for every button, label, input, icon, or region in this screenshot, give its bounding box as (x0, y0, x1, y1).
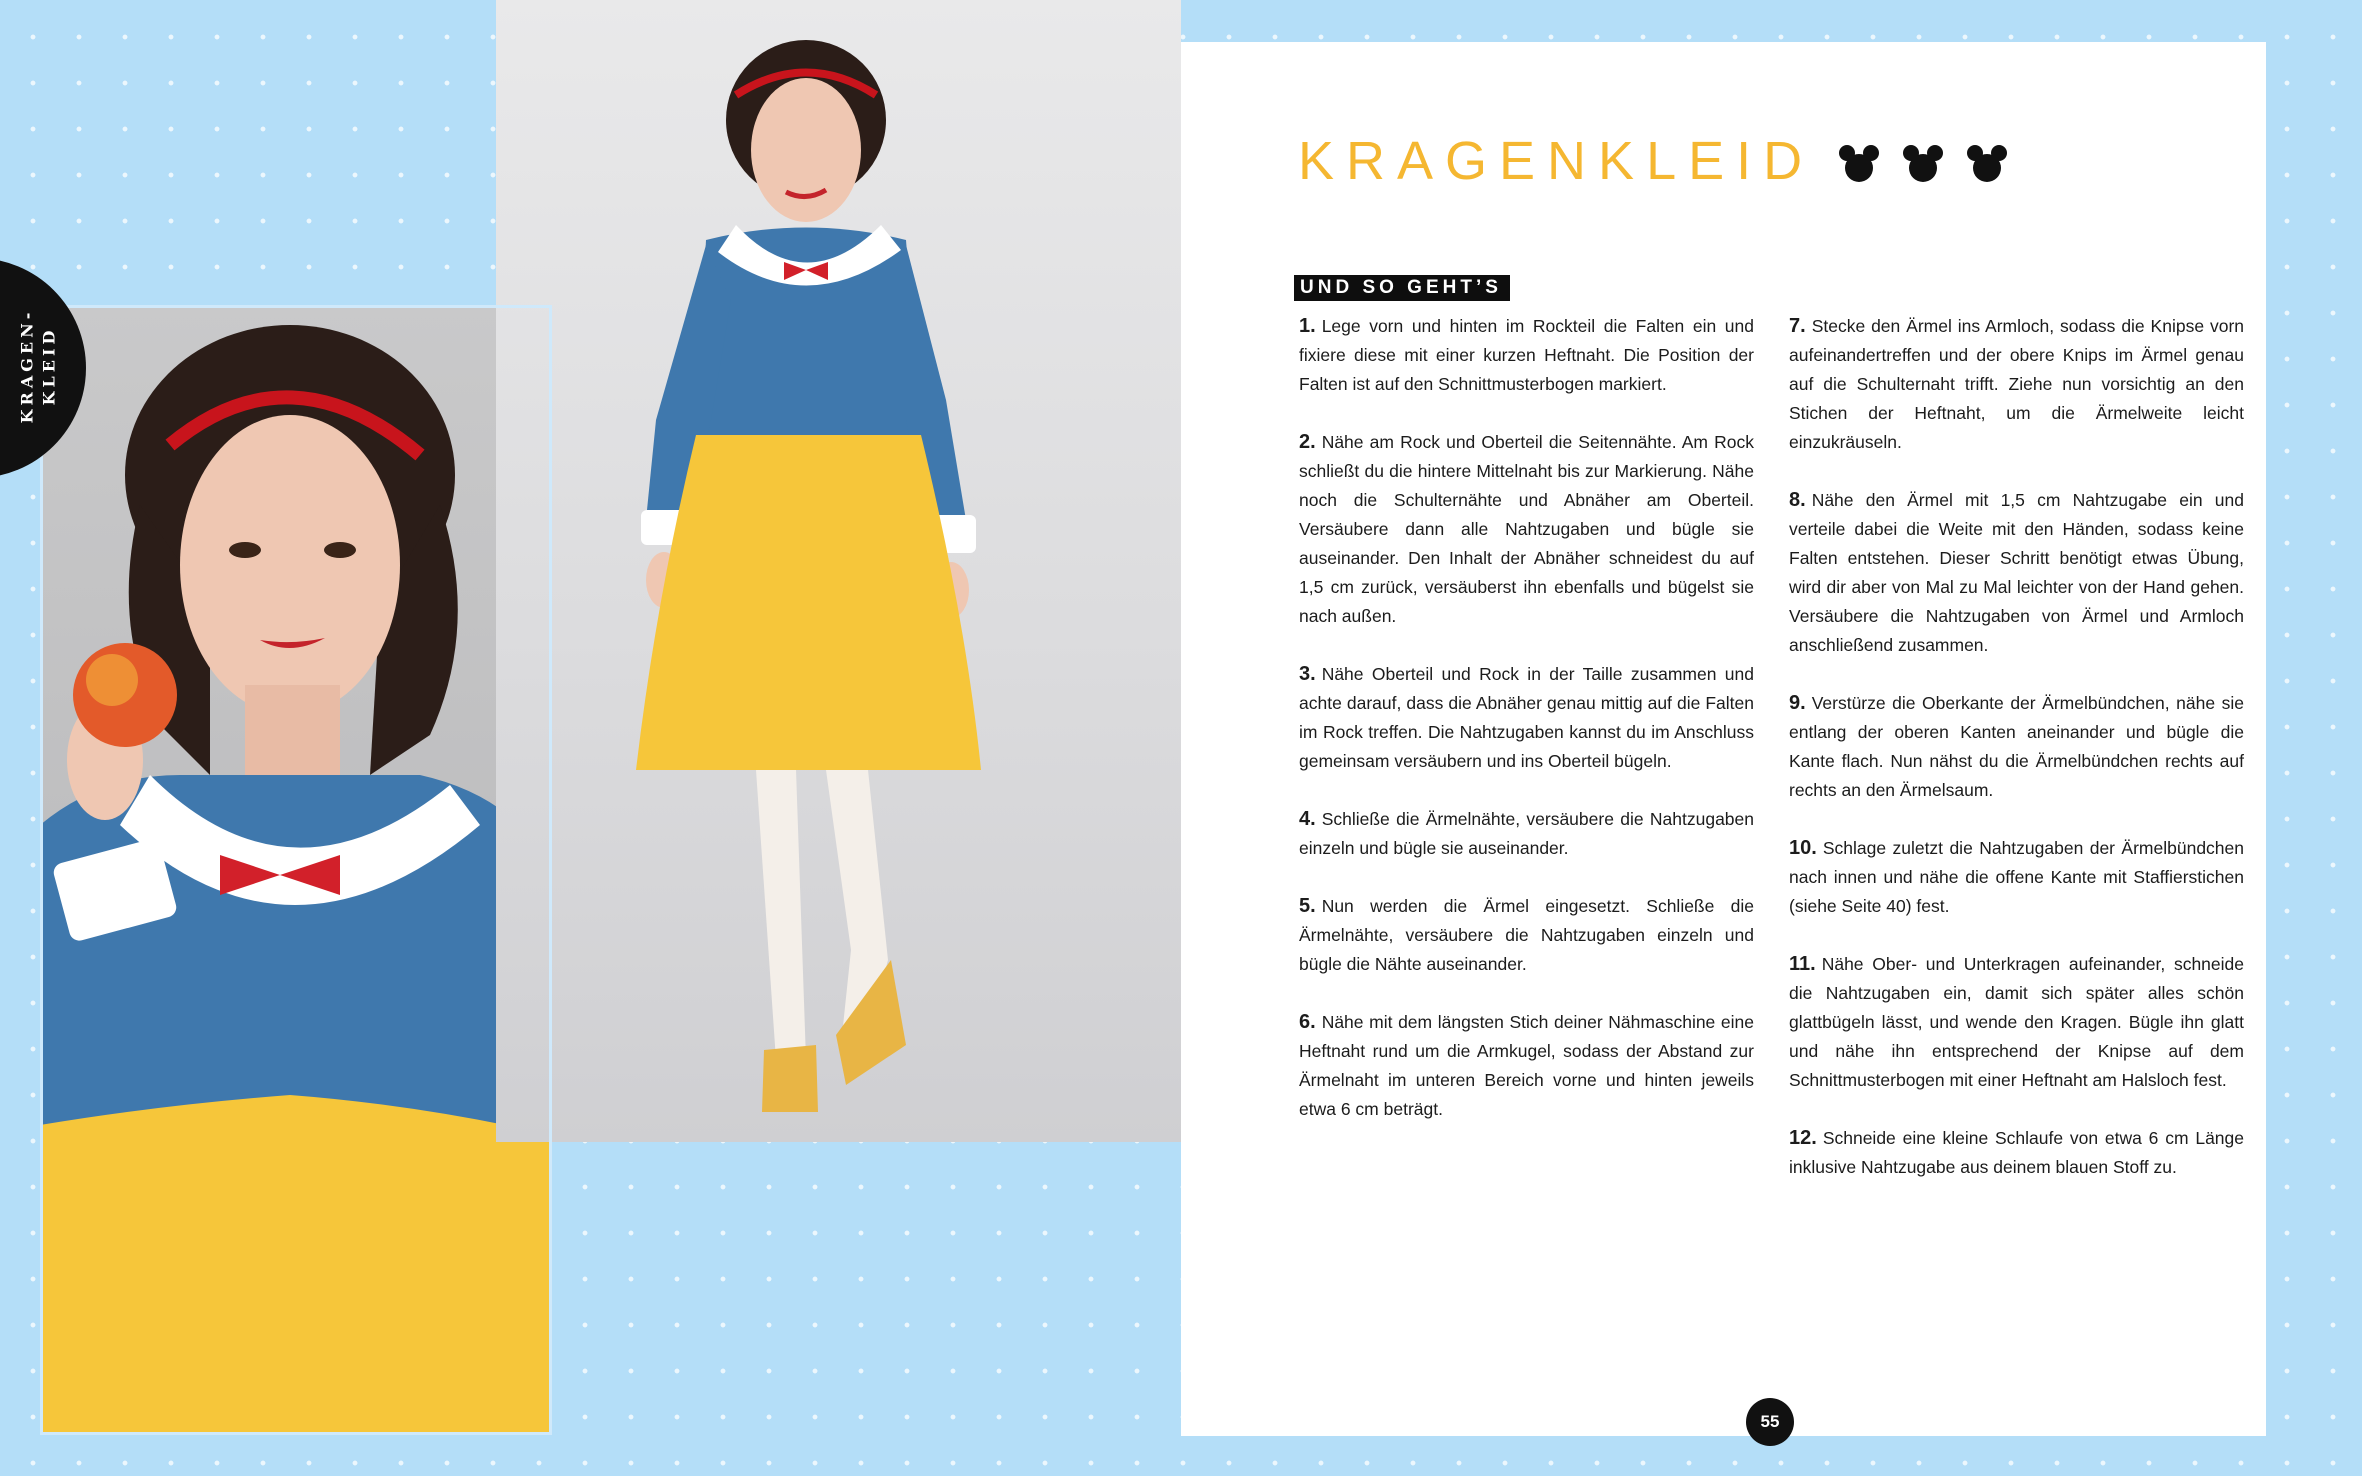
step-number: 5. (1299, 895, 1316, 917)
mouse-head-icon (1967, 144, 2007, 182)
step-text: Nähe Ober- und Unterkragen aufeinander, schneide die Nahtzugaben ein, damit sich später alles schön glattbügeln lässt, und wende den Kragen. Bügle ihn glatt und nähe ihn entsprechend der Knipse auf dem Schnittmusterbogen mit einer Heftnaht am Halsloch fest. (1789, 954, 2244, 1090)
step (1299, 660, 1754, 776)
step-text: Verstürze die Oberkante der Ärmelbündchen, nähe sie entlang der oberen Kanten aneinander und bügle die Kante flach. Nun nähst du die Ärmelbündchen rechts auf rechts an den Ärmelsaum. (1789, 693, 2244, 800)
step-text: Nähe am Rock und Oberteil die Seitennähte. Am Rock schließt du die hintere Mittelnaht bis zur Markierung. Nähe noch die Schulternähte und Abnäher am Oberteil. Versäubere dann alle Nahtzugaben und bügle sie auseinander. Den Inhalt der Abnäher schneidest du auf 1,5 cm zurück, versäuberst ihn ebenfalls und bügelst sie nach außen. (1299, 432, 1754, 626)
portrait-illustration (40, 305, 552, 1435)
step-number: 9. (1789, 692, 1806, 714)
steps-column-right (1789, 312, 2244, 1211)
step-text: Lege vorn und hinten im Rockteil die Falten ein und fixiere diese mit einer kurzen Heftnaht. Die Position der Falten ist auf den Schnittmusterbogen markiert. (1299, 316, 1754, 394)
text-page (1181, 42, 2266, 1436)
step (1299, 312, 1754, 399)
step-number: 10. (1789, 837, 1817, 859)
step-text: Nähe den Ärmel mit 1,5 cm Nahtzugabe ein und verteile dabei die Weite mit den Händen, sodass keine Falten entstehen. Dieser Schritt benötigt etwas Übung, wird dir aber von Mal zu Mal leichter von der Hand gehen. Versäubere die Nahtzugaben von Ärmel und Armloch anschließend zusammen. (1789, 490, 2244, 655)
side-tab-label: KRAGEN- KLEID (17, 308, 58, 424)
step-number: 7. (1789, 315, 1806, 337)
step-text: Schlage zuletzt die Nahtzugaben der Ärmelbündchen nach innen und nähe die offene Kante mit Staffierstichen (siehe Seite 40) fest. (1789, 838, 2244, 916)
step-text: Nähe mit dem längsten Stich deiner Nähmaschine eine Heftnaht rund um die Armkugel, sodass der Abstand zur Ärmelnaht im unteren Bereich vorne und hinten jeweils etwa 6 cm beträgt. (1299, 1012, 1754, 1119)
step-number: 6. (1299, 1011, 1316, 1033)
steps-column-left (1299, 312, 1754, 1153)
step (1299, 428, 1754, 631)
step (1299, 1008, 1754, 1124)
photo-full-length (496, 0, 1181, 1142)
step-text: Nähe Oberteil und Rock in der Taille zusammen und achte darauf, dass die Abnäher genau mittig auf die Falten im Rock treffen. Die Nahtzugaben kannst du im Anschluss gemeinsam versäubern und ins Oberteil bügeln. (1299, 664, 1754, 771)
step-number: 11. (1789, 953, 1816, 975)
step-number: 4. (1299, 808, 1316, 830)
full-length-illustration (496, 0, 1181, 1142)
mouse-head-icon (1903, 144, 1943, 182)
title-icons (1839, 144, 2007, 182)
side-tab-label-wrap (18, 286, 58, 446)
step (1789, 486, 2244, 660)
mouse-head-icon (1839, 144, 1879, 182)
section-heading: UND SO GEHT’S (1294, 275, 1510, 301)
page-number: 55 (1746, 1398, 1794, 1446)
step-number: 8. (1789, 489, 1806, 511)
step-text: Schließe die Ärmelnähte, versäubere die Nahtzugaben einzeln und bügle sie auseinander. (1299, 809, 1754, 858)
step (1299, 892, 1754, 979)
step-number: 3. (1299, 663, 1316, 685)
step-number: 12. (1789, 1127, 1817, 1149)
step-text: Stecke den Ärmel ins Armloch, sodass die Knipse vorn aufeinandertreffen und der obere Knips im Ärmel genau auf die Schulternaht trifft. Ziehe nun vorsichtig an den Stichen der Heftnaht, um die Ärmelweite leicht einzukräuseln. (1789, 316, 2244, 452)
step (1299, 805, 1754, 863)
step-number: 2. (1299, 431, 1316, 453)
step-text: Nun werden die Ärmel eingesetzt. Schließe die Ärmelnähte, versäubere die Nahtzugaben einzeln und bügle die Nähte auseinander. (1299, 896, 1754, 974)
page-title: KRAGENKLEID (1298, 131, 1815, 191)
step (1789, 950, 2244, 1095)
step-number: 1. (1299, 315, 1316, 337)
step (1789, 312, 2244, 457)
step-text: Schneide eine kleine Schlaufe von etwa 6 cm Länge inklusive Nahtzugabe aus deinem blauen Stoff zu. (1789, 1128, 2244, 1177)
step (1789, 1124, 2244, 1182)
photo-portrait (40, 305, 552, 1435)
step (1789, 689, 2244, 805)
step (1789, 834, 2244, 921)
